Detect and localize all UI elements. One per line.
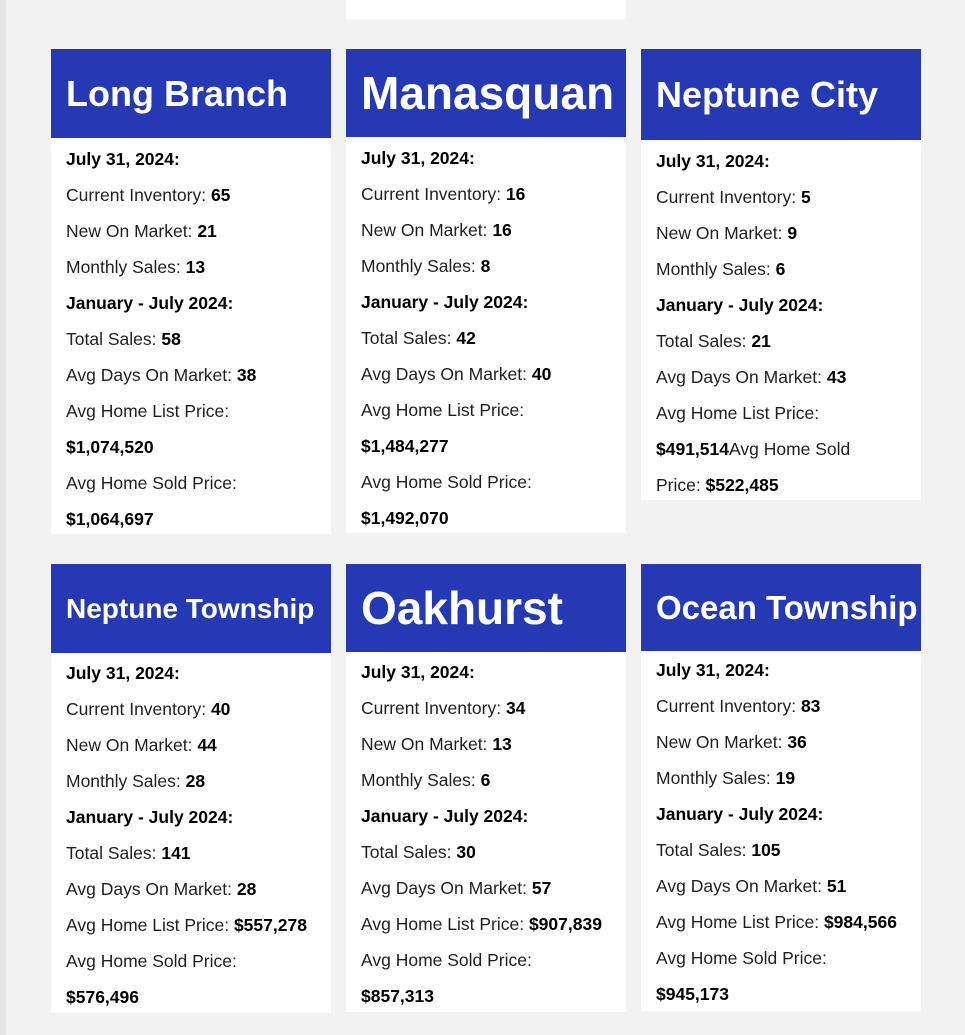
total-sales: Total Sales: 21 [656,331,771,351]
avg-list-price-label: Avg Home List Price: [361,400,525,420]
town-name: Neptune City [656,73,879,115]
avg-days-on-market: Avg Days On Market: 38 [66,365,257,385]
current-inventory: Current Inventory: 16 [361,184,526,204]
avg-sold-price-label: Avg Home Sold Price: [361,472,532,492]
new-on-market: New On Market: 44 [66,735,217,755]
town-name: Manasquan [361,67,615,119]
ytd-heading: January - July 2024: [361,806,529,826]
current-inventory: Current Inventory: 65 [66,185,231,205]
monthly-sales: Monthly Sales: 6 [656,259,786,279]
town-title [51,49,331,138]
avg-sold-price-value: Price: $522,485 [656,475,779,495]
new-on-market: New On Market: 36 [656,732,807,752]
avg-sold-price-label: Avg Home Sold Price: [66,473,237,493]
ytd-heading: January - July 2024: [656,804,824,824]
ytd-heading: January - July 2024: [66,807,234,827]
avg-sold-price-label: Avg Home Sold Price: [361,950,532,970]
date-heading: July 31, 2024: [361,148,475,168]
town-title [346,564,626,652]
town-card-oakhurst [346,564,626,1012]
total-sales: Total Sales: 58 [66,329,181,349]
page-edge [0,0,6,1035]
town-card-manasquan [346,49,626,533]
town-card-neptune-township [51,564,331,1013]
total-sales: Total Sales: 105 [656,840,781,860]
town-title [641,564,921,651]
avg-sold-price-value: $1,492,070 [361,508,449,528]
current-inventory: Current Inventory: 83 [656,696,821,716]
new-on-market: New On Market: 13 [361,734,512,754]
town-card-long-branch [51,49,331,534]
avg-days-on-market: Avg Days On Market: 43 [656,367,847,387]
ytd-heading: January - July 2024: [656,295,824,315]
town-name: Oakhurst [361,582,563,634]
new-on-market: New On Market: 16 [361,220,512,240]
monthly-sales: Monthly Sales: 8 [361,256,491,276]
new-on-market: New On Market: 21 [66,221,217,241]
town-card-ocean-township [641,564,921,1011]
avg-sold-price-label: Avg Home Sold Price: [66,951,237,971]
avg-list-price: Avg Home List Price: $557,278 [66,915,307,935]
monthly-sales: Monthly Sales: 28 [66,771,206,791]
card-fragment [346,0,626,19]
town-title [641,49,921,140]
date-heading: July 31, 2024: [656,660,770,680]
town-name: Neptune Township [66,592,315,624]
avg-days-on-market: Avg Days On Market: 40 [361,364,552,384]
avg-days-on-market: Avg Days On Market: 51 [656,876,847,896]
town-card-neptune-city [641,49,921,500]
total-sales: Total Sales: 30 [361,842,476,862]
monthly-sales: Monthly Sales: 19 [656,768,796,788]
avg-list-price: Avg Home List Price: $984,566 [656,912,897,932]
town-title [346,49,626,137]
avg-list-price-label: Avg Home List Price: [66,401,230,421]
date-heading: July 31, 2024: [361,662,475,682]
avg-sold-price-value: $945,173 [656,984,729,1004]
current-inventory: Current Inventory: 5 [656,187,811,207]
avg-list-price-value: $1,074,520 [66,437,154,457]
avg-days-on-market: Avg Days On Market: 57 [361,878,552,898]
monthly-sales: Monthly Sales: 6 [361,770,491,790]
town-name: Long Branch [66,72,288,114]
town-title [51,564,331,653]
current-inventory: Current Inventory: 40 [66,699,231,719]
town-name: Ocean Township [656,588,918,626]
date-heading: July 31, 2024: [656,151,770,171]
date-heading: July 31, 2024: [66,663,180,683]
avg-sold-price-value: $1,064,697 [66,509,154,529]
monthly-sales: Monthly Sales: 13 [66,257,206,277]
avg-days-on-market: Avg Days On Market: 28 [66,879,257,899]
total-sales: Total Sales: 42 [361,328,476,348]
avg-sold-price-label: Avg Home Sold Price: [656,948,827,968]
total-sales: Total Sales: 141 [66,843,191,863]
current-inventory: Current Inventory: 34 [361,698,526,718]
avg-list-price: Avg Home List Price: $907,839 [361,914,602,934]
date-heading: July 31, 2024: [66,149,180,169]
avg-list-and-sold-price: $491,514Avg Home Sold [656,439,851,459]
avg-list-price-value: $1,484,277 [361,436,449,456]
avg-sold-price-value: $576,496 [66,987,139,1007]
avg-sold-price-value: $857,313 [361,986,434,1006]
ytd-heading: January - July 2024: [361,292,529,312]
ytd-heading: January - July 2024: [66,293,234,313]
new-on-market: New On Market: 9 [656,223,798,243]
avg-list-price-label: Avg Home List Price: [656,403,820,423]
